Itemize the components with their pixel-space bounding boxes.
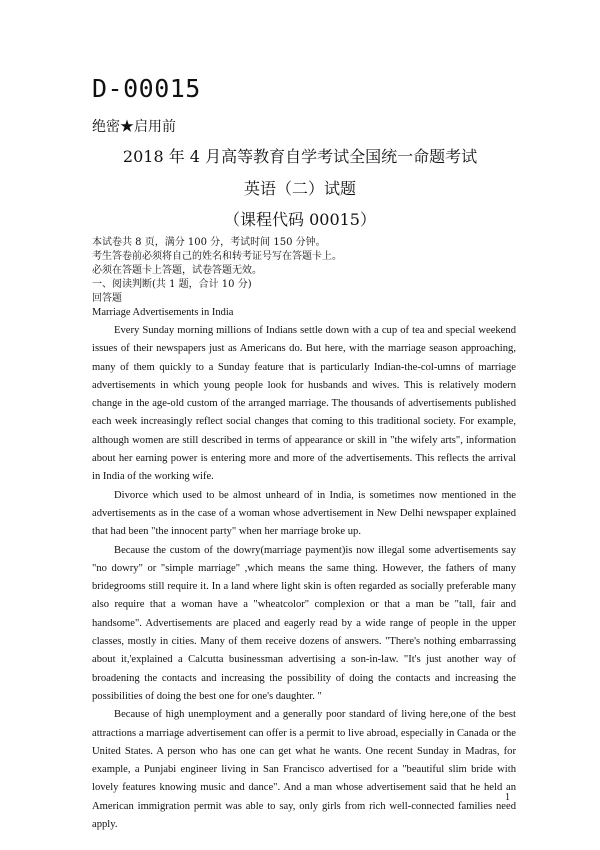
section-heading: 一、阅读判断(共 1 题，合计 10 分)	[92, 279, 252, 290]
document-code: D-00015	[92, 74, 201, 103]
instruction-line: 本试卷共 8 页，满分 100 分，考试时间 150 分钟。	[92, 237, 326, 248]
question-prompt: 回答题	[92, 293, 122, 304]
page-number: 1	[505, 792, 510, 803]
instruction-line: 考生答卷前必须将自己的姓名和转考证号写在答题卡上。	[92, 251, 342, 262]
course-code: （课程代码 00015）	[224, 210, 376, 229]
subject-title: 英语（二）试题	[243, 179, 356, 198]
passage-title: Marriage Advertisements in India	[92, 307, 234, 318]
passage-paragraph: Because the custom of the dowry(marriage payment)is now illegal some advertisements say "no dowry" or "simple marriage" ,which means the same thing. However, the fathers of many bridegrooms still require it. In a land where light skin is often regarded as socially preferable many also require that a woman have a "wheatcolor" complexion or that a man be "tall, fair and handsome". Advertisements are placed and eagerly read by a wide range of people in the upper classes, mostly in cities. Many of them receive dozens of answers. "There's nothing embarrassing about it,'explained a Calcutta businessman advertising a son-in-law. "It's just another way of broadening the contacts and increasing the possibility of doing the contacts and increasing the possibilities of doing the best one for one's daughter. "	[92, 544, 516, 702]
passage-paragraph: Because of high unemployment and a generally poor standard of living here,one of the best attractions a marriage advertisement can offer is a permit to live abroad, especially in Canada or the United States. A person who has one can get what he wants. One recent Sunday in Madras, for example, a Punjabi engineer living in San Francisco advertised for a "beautiful slim bride with lovely features knowing music and dance". And a man whose advertisement said that he held an American immigration permit was able to say, only girls from rich well-connected families need apply.	[92, 709, 516, 831]
instruction-line: 必须在答题卡上答题，试卷答题无效。	[92, 265, 262, 276]
passage-paragraph: Divorce which used to be almost unheard of in India, is sometimes now mentioned in the advertisements as in the case of a woman whose advertisement in New Delhi newspaper explained that had been "the innocent party" when her marriage broke up.	[92, 489, 516, 538]
exam-title: 2018 年 4 月高等教育自学考试全国统一命题考试	[122, 147, 478, 166]
passage-paragraph: Every Sunday morning millions of Indians settle down with a cup of tea and special weekend issues of their newspapers just as Americans do. But here, with the marriage season approaching, many of them quickly to a Sunday feature that is particularly Indian-the-col-umns of marriage advertisements in which young people look for husbands and wives. This is relatively modern change in the age-old custom of the arranged marriage. The thousands of advertisements published each week increasingly reflect social changes that coming to this traditional society. For example, although women are still described in terms of appearance or skill in "the wifely arts", information about her earning power is entering more and more of the advertisements. This reflects the arrival in India of the working wife.	[92, 325, 516, 483]
reading-passage	[92, 322, 516, 834]
secrecy-label: 绝密★启用前	[92, 119, 176, 135]
